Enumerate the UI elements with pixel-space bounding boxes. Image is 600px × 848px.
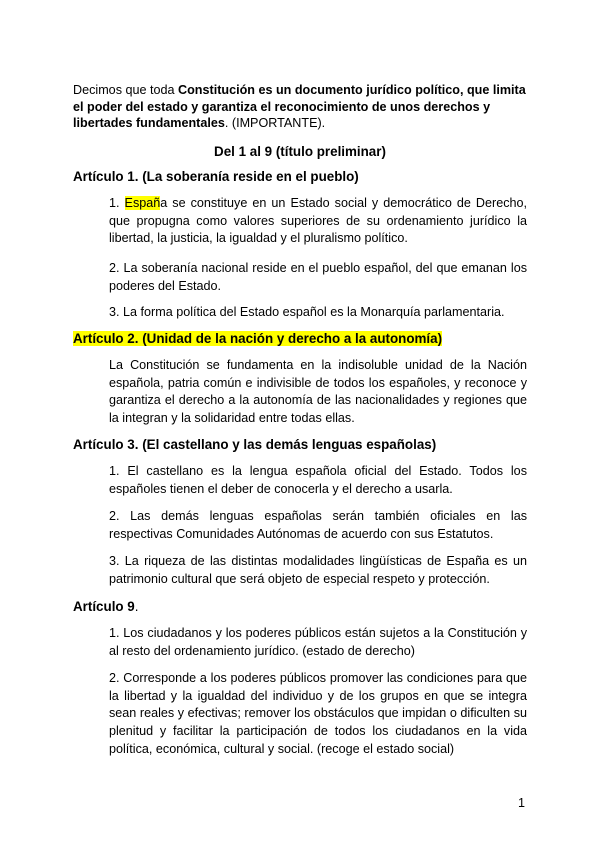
intro-suffix: . (IMPORTANTE). — [224, 116, 326, 130]
article-1-paragraph-2: 2. La soberanía nacional reside en el pueblo español, del que emanan los poderes del Estado. — [109, 261, 527, 293]
article-9-paragraph-1: 1. Los ciudadanos y los poderes públicos están sujetos a la Constitución y al resto del ordenamiento jurídico. (estado de derecho) — [109, 626, 527, 658]
intro-bold: Constitución es un documento jurídico político, que limita el poder del estado y garantiza el reconocimiento de unos derechos y libertades fundamentales — [73, 83, 526, 130]
article-9-paragraph-2: 2. Corresponde a los poderes públicos promover las condiciones para que la libertad y la igualdad del individuo y de los grupos en que se integra sean reales y efectivas; remover los obstáculos que impidan o dificulten su plenitud y facilitar la participación de todos los ciudadanos en la vida política, económica, cultural y social. (recoge el estado social) — [109, 671, 527, 756]
article-2-paragraph: La Constitución se fundamenta en la indisoluble unidad de la Nación española, patria común e indivisible de todos los españoles, y reconoce y garantiza el derecho a la autonomía de las nacionalidades y regiones que la integran y la solidaridad entre todas ellas. — [109, 358, 527, 426]
article-3-paragraph-3: 3. La riqueza de las distintas modalidades lingüísticas de España es un patrimonio cultural que será objeto de especial respeto y protección. — [109, 554, 527, 586]
article-1-paragraph-1 — [109, 195, 527, 248]
article-3-paragraph-2: 2. Las demás lenguas españolas serán también oficiales en las respectivas Comunidades Autónomas de acuerdo con sus Estatutos. — [109, 509, 527, 541]
article-9-heading-text: Artículo 9 — [73, 599, 135, 614]
article-1-heading: Artículo 1. (La soberanía reside en el pueblo) — [73, 169, 359, 184]
page-number: 1 — [517, 796, 525, 810]
article-2-heading-text: Artículo 2. (Unidad de la nación y derecho a la autonomía) — [73, 331, 443, 346]
article-9-heading-suffix: . — [134, 599, 139, 614]
article-1-p1-rest: a se constituye en un Estado social y democrático de Derecho, que propugna como valores superiores de su ordenamiento jurídico la libertad, la justicia, la igualdad y el pluralismo político. — [109, 196, 527, 246]
article-3-paragraph-1: 1. El castellano es la lengua española oficial del Estado. Todos los españoles tienen el deber de conocerla y el derecho a usarla. — [109, 464, 527, 496]
article-1-paragraph-3: 3. La forma política del Estado español es la Monarquía parlamentaria. — [109, 305, 505, 319]
highlighted-text: Españ — [124, 196, 161, 210]
article-1-p1-number: 1. — [109, 196, 125, 210]
intro-paragraph — [73, 82, 527, 132]
article-2-heading — [73, 330, 442, 348]
article-3-heading: Artículo 3. (El castellano y las demás lenguas españolas) — [73, 437, 437, 452]
intro-prefix: Decimos que toda — [73, 83, 179, 97]
section-title: Del 1 al 9 (título preliminar) — [214, 144, 386, 159]
article-9-heading — [73, 598, 139, 616]
